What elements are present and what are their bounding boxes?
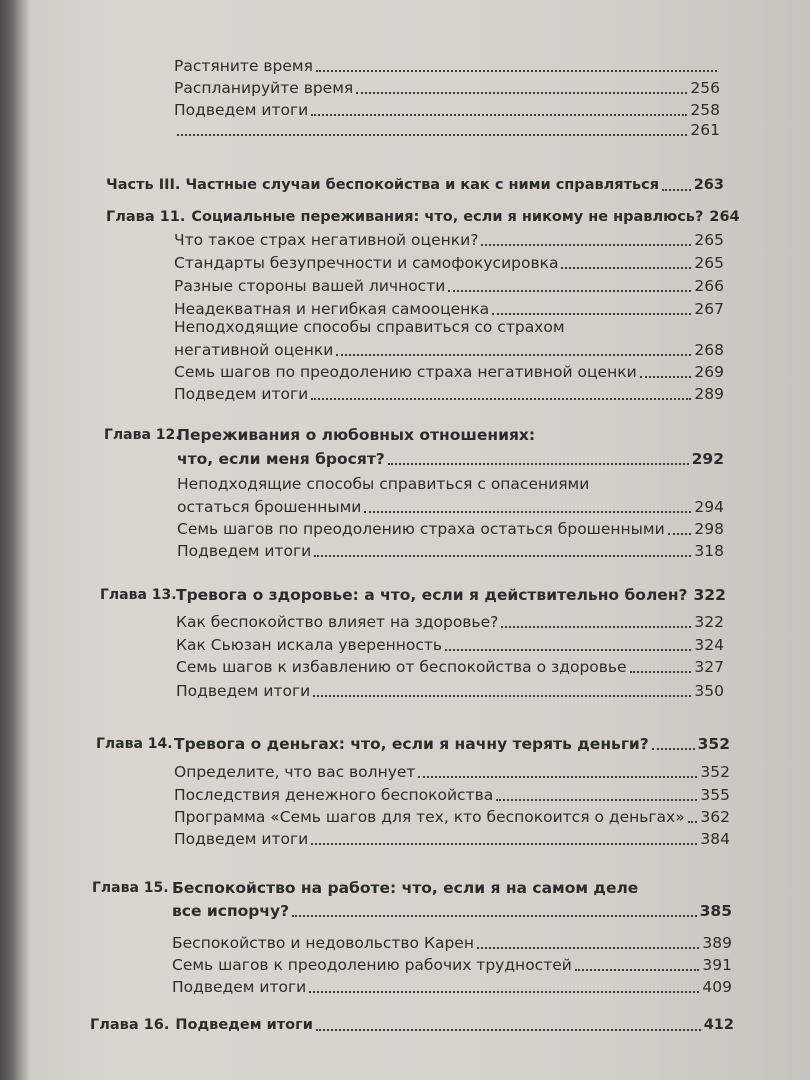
entry-page: 355 <box>700 786 730 804</box>
entry-title: Семь шагов к избавлению от беспокойства о здоровье <box>176 658 627 676</box>
chapter-label: Глава 16. <box>90 1017 170 1033</box>
leader-dots <box>356 92 687 94</box>
toc-entry <box>174 230 724 250</box>
chapter-title: Социальные переживания: что, если я никому не нравлюсь? <box>191 209 704 225</box>
leader-dots <box>314 555 691 557</box>
toc-entry <box>176 681 724 701</box>
entry-title: Подведем итоги <box>176 682 311 700</box>
entry-page: 258 <box>690 101 720 119</box>
leader-dots <box>336 354 691 356</box>
entry-title: Подведем итоги <box>172 978 307 996</box>
chapter-label: Глава 13. <box>100 587 177 603</box>
chapter-title-line2: что, если меня бросят? <box>177 450 385 468</box>
toc-entry <box>174 340 724 360</box>
chapter-title: Тревога о деньгах: что, если я начну терять деньги? <box>174 735 649 753</box>
leader-dots <box>311 843 697 845</box>
chapter-heading <box>172 901 732 921</box>
chapter-heading <box>106 207 740 227</box>
chapter-label: Глава 15. <box>92 880 169 896</box>
leader-dots <box>292 915 696 917</box>
chapter-page: 352 <box>697 735 730 753</box>
entry-page: 298 <box>694 520 724 538</box>
leader-dots <box>311 398 691 400</box>
toc-entry <box>172 955 732 975</box>
entry-title: Разные стороны вашей личности <box>174 277 446 295</box>
leader-dots <box>492 313 691 315</box>
leader-dots <box>316 70 717 72</box>
entry-title: Семь шагов к преодолению рабочих трудностей <box>172 956 572 974</box>
entry-page: 267 <box>694 300 724 318</box>
entry-page: 322 <box>694 613 724 631</box>
entry-page: 269 <box>694 363 724 381</box>
chapter-page: 292 <box>691 450 724 468</box>
toc-entry <box>174 120 720 140</box>
entry-title-line1: Неподходящие способы справиться со страхом <box>174 318 565 336</box>
toc-entry <box>172 933 732 953</box>
leader-dots <box>501 626 691 628</box>
entry-page: 324 <box>694 636 724 654</box>
leader-dots <box>309 991 699 993</box>
toc-entry <box>174 362 724 382</box>
chapter-title: Подведем итоги <box>175 1017 313 1033</box>
toc-entry <box>174 299 724 319</box>
toc-entry <box>174 785 730 805</box>
toc-entry <box>177 497 724 517</box>
toc-entry <box>172 977 732 997</box>
entry-title: Стандарты безупречности и самофокусировка <box>174 254 559 272</box>
chapter-heading <box>176 585 724 605</box>
entry-page: 391 <box>702 956 732 974</box>
leader-dots <box>652 748 695 750</box>
entry-page: 261 <box>690 121 720 139</box>
chapter-page: 385 <box>699 902 732 920</box>
chapter-title-line2: все испорчу? <box>172 902 290 920</box>
leader-dots <box>668 533 692 535</box>
entry-page: 350 <box>694 682 724 700</box>
part-title: Часть III. Частные случаи беспокойства и как с ними справляться <box>106 177 660 193</box>
part-heading <box>106 175 724 195</box>
entry-title: Определите, что вас волнует <box>174 763 416 781</box>
chapter-heading <box>177 449 724 469</box>
entry-page: 268 <box>694 341 724 359</box>
chapter-label: Глава 12. <box>104 427 181 443</box>
entry-page: 265 <box>694 254 724 272</box>
leader-dots <box>177 134 687 136</box>
leader-dots <box>630 671 692 673</box>
entry-title: Семь шагов по преодолению страха остаться брошенными <box>177 520 665 538</box>
leader-dots <box>662 189 691 191</box>
entry-title: Неадекватная и негибкая самооценка <box>174 300 490 318</box>
chapter-page: 322 <box>693 586 726 604</box>
leader-dots <box>445 649 691 651</box>
chapter-page: 264 <box>709 209 740 225</box>
toc-entry <box>176 657 724 677</box>
leader-dots <box>313 695 691 697</box>
entry-page: 256 <box>690 79 720 97</box>
toc-entry <box>176 612 724 632</box>
entry-title: Подведем итоги <box>174 101 309 119</box>
leader-dots <box>448 290 691 292</box>
toc-entry <box>174 276 724 296</box>
entry-title: Распланируйте время <box>174 79 354 97</box>
chapter-title: Тревога о здоровье: а что, если я действительно болен? <box>176 586 688 604</box>
entry-page: 289 <box>694 385 724 403</box>
entry-page: 384 <box>700 830 730 848</box>
toc-entry <box>176 635 724 655</box>
toc-entry <box>177 541 724 561</box>
entry-title: Последствия денежного беспокойства <box>174 786 494 804</box>
entry-page: 294 <box>694 498 724 516</box>
leader-dots <box>688 821 698 823</box>
toc-entry <box>174 807 730 827</box>
entry-page: 352 <box>700 763 730 781</box>
chapter-heading <box>90 1015 734 1035</box>
chapter-title: Беспокойство на работе: что, если я на самом деле <box>172 879 639 897</box>
toc-entry <box>174 829 730 849</box>
toc-entry <box>174 253 724 273</box>
toc-entry <box>174 78 720 98</box>
leader-dots <box>575 969 700 971</box>
entry-page: 265 <box>694 231 724 249</box>
entry-title: негативной оценки <box>174 341 334 359</box>
entry-title: остаться брошенными <box>177 498 362 516</box>
entry-title: Беспокойство и недовольство Карен <box>172 934 474 952</box>
entry-title: Семь шагов по преодолению страха негативной оценки <box>174 363 637 381</box>
entry-page: 389 <box>702 934 732 952</box>
entry-page: 362 <box>700 808 730 826</box>
entry-title: Подведем итоги <box>174 385 309 403</box>
toc-entry <box>174 384 724 404</box>
chapter-title: Переживания о любовных отношениях: <box>177 426 536 444</box>
entry-title-line1: Неподходящие способы справиться с опасениями <box>177 475 590 493</box>
entry-title: Как Сьюзан искала уверенность <box>176 636 443 654</box>
toc-entry <box>174 56 720 76</box>
leader-dots <box>481 244 691 246</box>
entry-page: 266 <box>694 277 724 295</box>
chapter-page: 412 <box>703 1017 734 1033</box>
entry-page: 318 <box>694 542 724 560</box>
part-page: 263 <box>693 177 724 193</box>
leader-dots <box>316 1029 701 1031</box>
chapter-label: Глава 11. <box>106 209 186 225</box>
leader-dots <box>561 267 691 269</box>
entry-title: Программа «Семь шагов для тех, кто беспокоится о деньгах» <box>174 808 685 826</box>
leader-dots <box>477 947 699 949</box>
chapter-heading <box>174 734 730 754</box>
entry-title: Что такое страх негативной оценки? <box>174 231 479 249</box>
toc-entry <box>174 762 730 782</box>
leader-dots <box>418 776 697 778</box>
toc-entry <box>177 519 724 539</box>
leader-dots <box>640 376 692 378</box>
entry-page: 409 <box>702 978 732 996</box>
entry-title: Растяните время <box>174 57 313 75</box>
entry-title: Подведем итоги <box>177 542 312 560</box>
leader-dots <box>388 463 689 465</box>
leader-dots <box>496 799 697 801</box>
chapter-label: Глава 14. <box>96 736 173 752</box>
leader-dots <box>364 511 691 513</box>
toc-entry <box>174 100 720 120</box>
entry-title: Подведем итоги <box>174 830 309 848</box>
entry-page: 327 <box>694 658 724 676</box>
leader-dots <box>311 114 687 116</box>
entry-title: Как беспокойство влияет на здоровье? <box>176 613 499 631</box>
